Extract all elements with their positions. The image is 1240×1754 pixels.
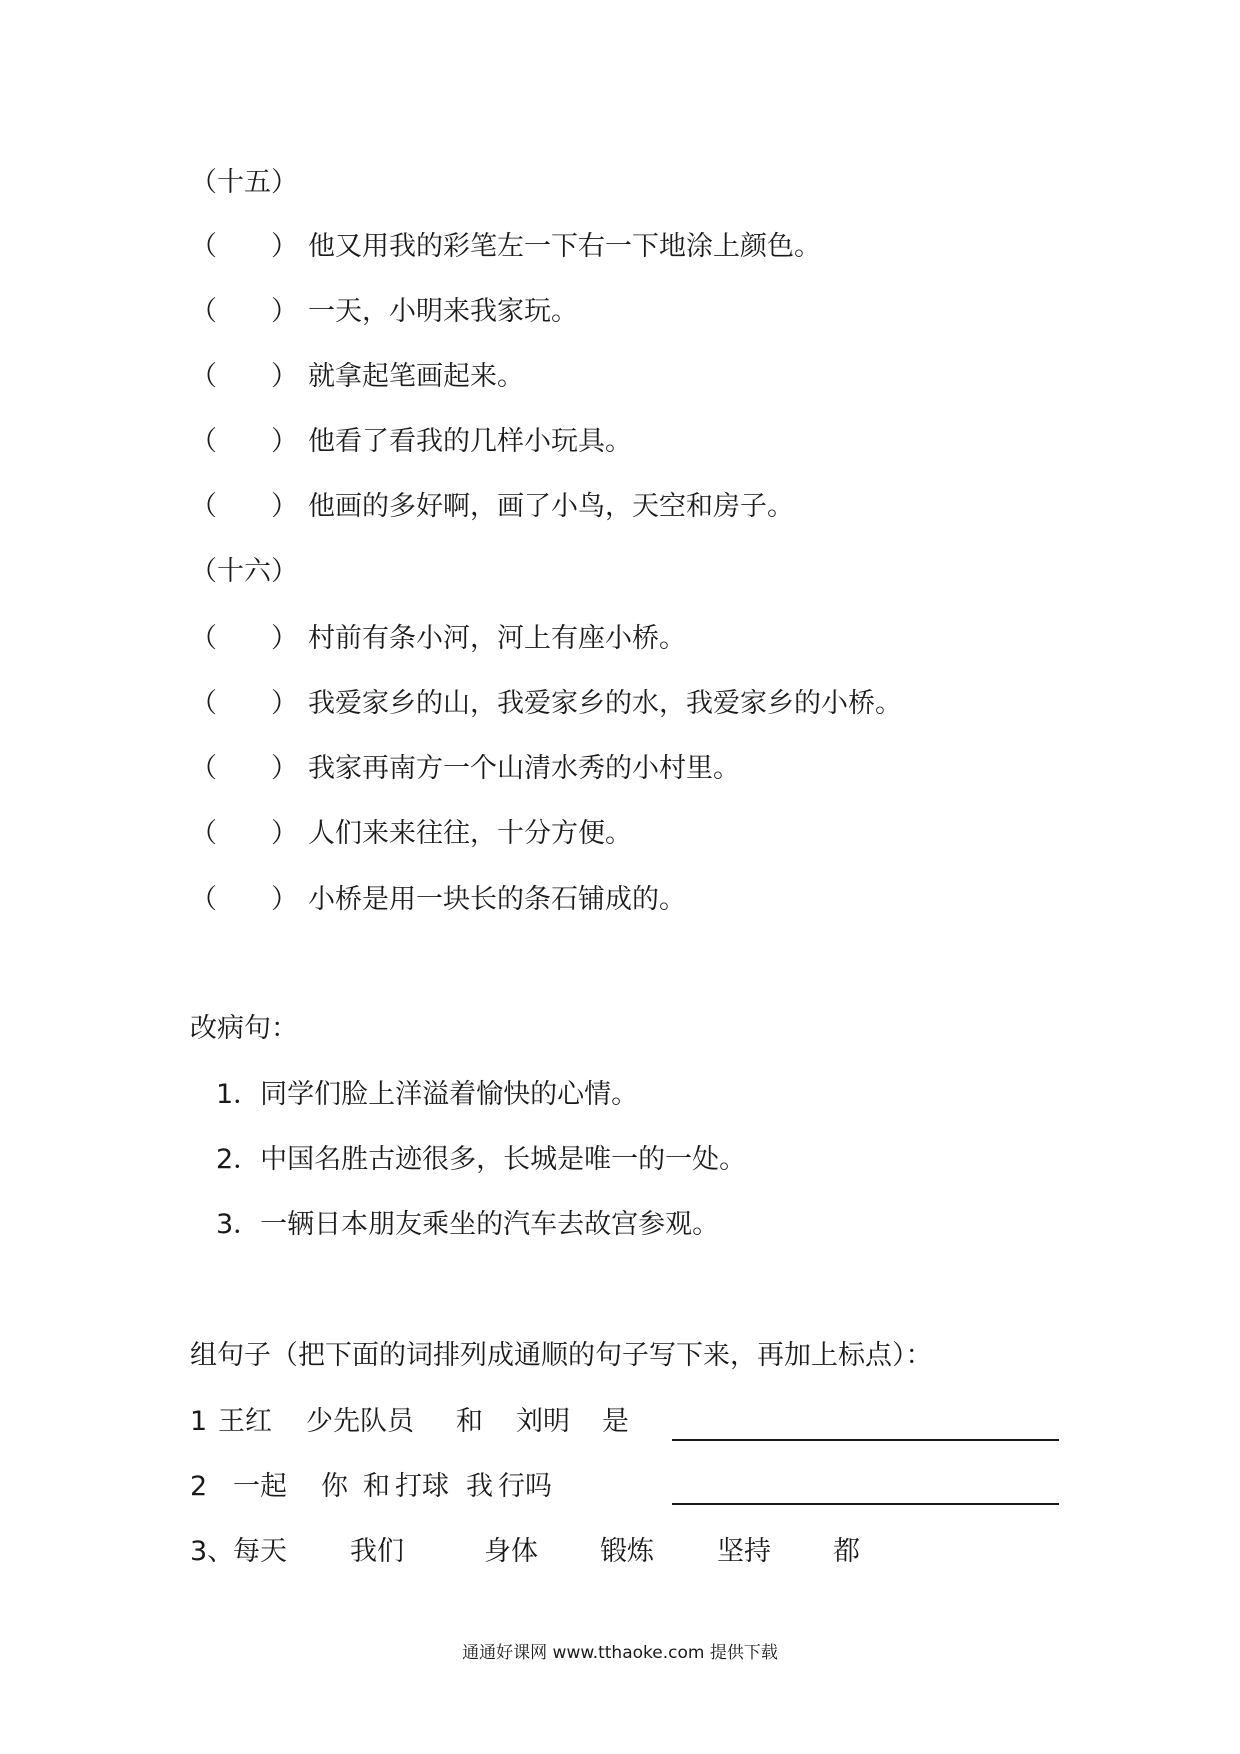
compose-heading: 组句子（把下面的词排列成通顺的句子写下来，再加上标点）： bbox=[190, 1340, 933, 1371]
section-15-item bbox=[190, 295, 578, 329]
section-16-item bbox=[190, 622, 686, 656]
word-token: 锻炼 bbox=[600, 1536, 654, 1567]
blank-parentheses[interactable]: （ ） bbox=[190, 884, 298, 915]
sentence-text: 村前有条小河，河上有座小桥。 bbox=[308, 623, 686, 654]
section-15-item bbox=[190, 360, 524, 394]
blank-parentheses[interactable]: （ ） bbox=[190, 818, 298, 849]
sentence-text: 他画的多好啊，画了小鸟，天空和房子。 bbox=[308, 491, 794, 522]
word-token: 身体 bbox=[484, 1536, 538, 1567]
sentence-text: 他又用我的彩笔左一下右一下地涂上颜色。 bbox=[308, 231, 821, 262]
section-15-item bbox=[190, 425, 632, 459]
blank-parentheses[interactable]: （ ） bbox=[190, 753, 298, 784]
sentence-text: 我家再南方一个山清水秀的小村里。 bbox=[308, 753, 740, 784]
word-token: 刘明 bbox=[516, 1406, 570, 1437]
compose-row bbox=[190, 1470, 552, 1504]
sentence-text: 我爱家乡的山，我爱家乡的水，我爱家乡的小桥。 bbox=[308, 688, 902, 719]
page-footer: 通通好课网 www.tthaoke.com 提供下载 bbox=[462, 1643, 778, 1663]
word-token: 每天 bbox=[233, 1536, 287, 1567]
sentence-text: 一天，小明来我家玩。 bbox=[308, 296, 578, 327]
word-token: 我 bbox=[466, 1471, 493, 1502]
section-16-item bbox=[190, 687, 902, 721]
correction-item: 3．一辆日本朋友乘坐的汽车去故宫参观。 bbox=[216, 1209, 720, 1240]
sentence-text: 就拿起笔画起来。 bbox=[308, 361, 524, 392]
blank-parentheses[interactable]: （ ） bbox=[190, 623, 298, 654]
section-15-item bbox=[190, 490, 794, 524]
sentence-text: 小桥是用一块长的条石铺成的。 bbox=[308, 884, 686, 915]
sentence-text: 人们来来往往，十分方便。 bbox=[308, 818, 632, 849]
word-token: 王红 bbox=[218, 1406, 272, 1437]
word-token: 一起 bbox=[233, 1471, 287, 1502]
row-number: 2 bbox=[190, 1471, 208, 1502]
section-16-item bbox=[190, 817, 632, 851]
answer-line[interactable] bbox=[672, 1439, 1059, 1441]
word-token: 打球 bbox=[395, 1471, 449, 1502]
blank-parentheses[interactable]: （ ） bbox=[190, 231, 298, 262]
word-token: 和 bbox=[363, 1471, 390, 1502]
section-16-item bbox=[190, 883, 686, 917]
sentence-text: 他看了看我的几样小玩具。 bbox=[308, 426, 632, 457]
blank-parentheses[interactable]: （ ） bbox=[190, 426, 298, 457]
row-number: 1 bbox=[190, 1406, 208, 1437]
word-token: 坚持 bbox=[717, 1536, 771, 1567]
correction-item: 1．同学们脸上洋溢着愉快的心情。 bbox=[216, 1079, 639, 1110]
word-token: 少先队员 bbox=[306, 1406, 414, 1437]
section-15-item bbox=[190, 230, 821, 264]
blank-parentheses[interactable]: （ ） bbox=[190, 491, 298, 522]
section-15-heading: （十五） bbox=[190, 167, 298, 198]
word-token: 是 bbox=[602, 1406, 629, 1437]
blank-parentheses[interactable]: （ ） bbox=[190, 296, 298, 327]
word-token: 你 bbox=[321, 1471, 348, 1502]
blank-parentheses[interactable]: （ ） bbox=[190, 361, 298, 392]
word-token: 行吗 bbox=[498, 1471, 552, 1502]
row-number: 3、 bbox=[190, 1536, 235, 1567]
blank-parentheses[interactable]: （ ） bbox=[190, 688, 298, 719]
word-token: 和 bbox=[456, 1406, 483, 1437]
word-token: 都 bbox=[833, 1536, 860, 1567]
compose-row bbox=[190, 1405, 629, 1439]
section-16-item bbox=[190, 752, 740, 786]
correction-heading: 改病句： bbox=[190, 1013, 298, 1044]
answer-line[interactable] bbox=[672, 1503, 1059, 1505]
word-token: 我们 bbox=[350, 1536, 404, 1567]
section-16-heading: （十六） bbox=[190, 556, 298, 587]
compose-row bbox=[190, 1535, 860, 1569]
correction-item: 2．中国名胜古迹很多，长城是唯一的一处。 bbox=[216, 1144, 747, 1175]
